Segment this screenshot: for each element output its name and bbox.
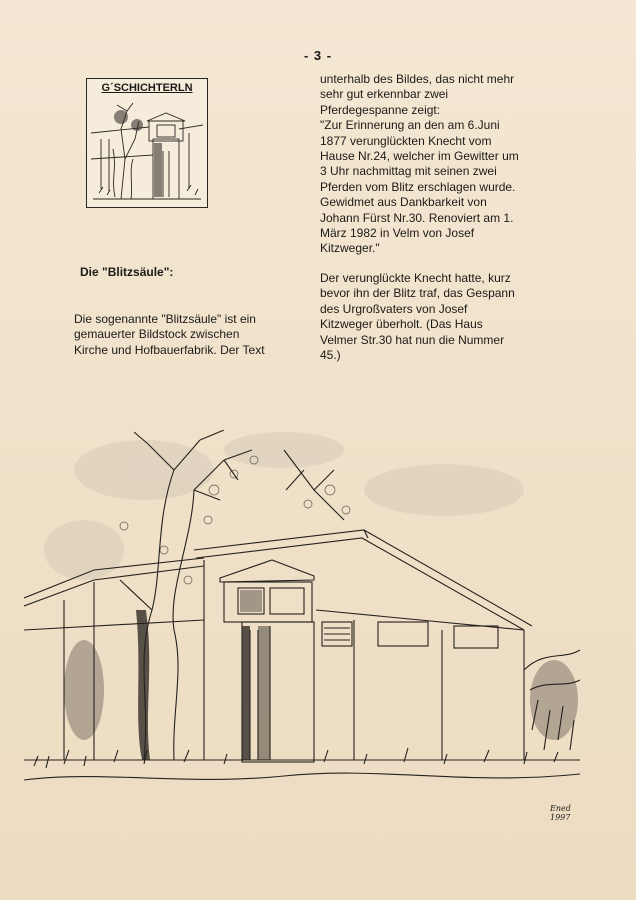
right-column [320,72,568,377]
page-number: - 3 - [303,48,333,63]
left-paragraph: Die sogenannte "Blitzsäule" ist ein gemauerter Bildstock zwischen Kirche und Hofbauerfabrik. Der Text [74,312,265,357]
gschichterln-box [86,78,208,208]
right-paragraph-1: unterhalb des Bildes, das nicht mehr sehr gut erkennbar zwei Pferdegespanne zeigt: "Zur Erinnerung an den am 6.Juni 1877 verunglückten Knecht vom Hause Nr.24, welcher im Gewitter um 3 Uhr nachmittag mit seinen zwei Pferden vom Blitz erschlagen wurde. Gewidmet aus Dankbarkeit von Johann Fürst Nr.30. Renoviert am 1. März 1982 in Velm von Josef Kitzweger." [320,72,519,256]
artist-signature: Ened 1997 [550,804,571,822]
blitzsaeule-pen-drawing-icon [24,430,580,830]
left-body-text [74,312,286,368]
wayside-shrine-sketch-icon [91,99,203,203]
right-paragraph-2: Der verunglückte Knecht hatte, kurz bevor ihn der Blitz traf, das Gespann des Urgroßvaters von Josef Kitzweger überholt. (Das Haus Velmer Str.30 hat nun die Nummer 45.) [320,270,515,362]
section-heading: Die "Blitzsäule": [80,265,174,279]
box-title: G´SCHICHTERLN [101,82,193,94]
